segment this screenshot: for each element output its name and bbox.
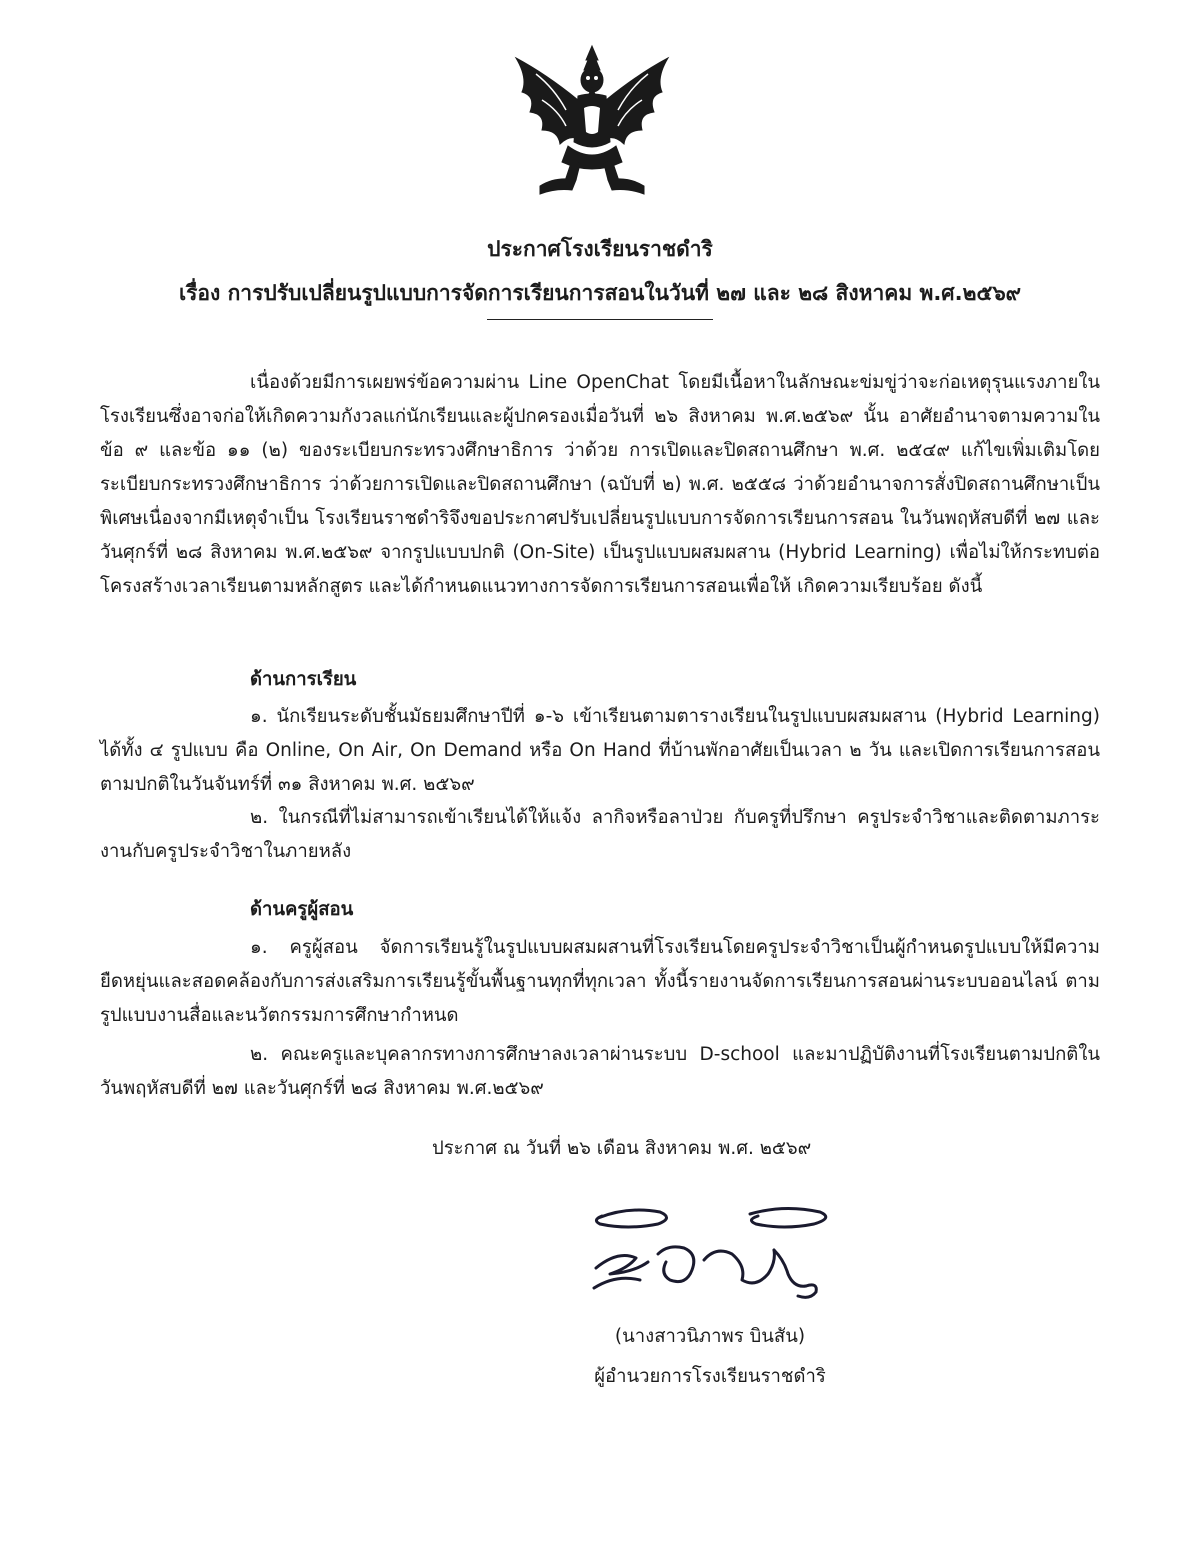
signer-title: ผู้อำนวยการโรงเรียนราชดำริ bbox=[594, 1366, 826, 1387]
learning-item-1: ๑. นักเรียนระดับชั้นมัธยมศึกษาปีที่ ๑-๖ เข้าเรียนตามตารางเรียนในรูปแบบผสมผสาน (Hybrid Learning) ได้ทั้ง ๔ รูปแบบ คือ Online, On Air, On Demand หรือ On Hand ที่บ้านพักอาศัยเป็นเวลา ๒ วัน และเปิดการเรียนการสอนตามปกติในวันจันทร์ที่ ๓๑ สิงหาคม พ.ศ. ๒๕๖๙ bbox=[100, 706, 1100, 795]
handwritten-signature-icon bbox=[588, 1196, 838, 1308]
teacher-item-1: ๑. ครูผู้สอน จัดการเรียนรู้ในรูปแบบผสมผสานที่โรงเรียนโดยครูประจำวิชาเป็นผู้กำหนดรูปแบบให้มีความยืดหยุ่นและสอดคล้องกับการส่งเสริมการเรียนรู้ขั้นพื้นฐานทุกที่ทุกเวลา ทั้งนี้รายงานจัดการเรียนการสอนผ่านระบบออนไลน์ ตามรูปแบบงานสื่อและนวัตกรรมการศึกษากำหนด bbox=[100, 937, 1100, 1026]
announcement-subject: เรื่อง การปรับเปลี่ยนรูปแบบการจัดการเรียนการสอนในวันที่ ๒๗ และ ๒๘ สิงหาคม พ.ศ.๒๕๖๙ bbox=[178, 281, 1022, 305]
section-heading-teacher: ด้านครูผู้สอน bbox=[250, 899, 354, 920]
learning-item-2: ๒. ในกรณีที่ไม่สามารถเข้าเรียนได้ให้แจ้ง ลากิจหรือลาป่วย กับครูที่ปรึกษา ครูประจำวิชาและติดตามภาระงานกับครูประจำวิชาในภายหลัง bbox=[100, 807, 1100, 862]
teacher-item-2: ๒. คณะครูและบุคลากรทางการศึกษาลงเวลาผ่านระบบ D-school และมาปฏิบัติงานที่โรงเรียนตามปกติในวันพฤหัสบดีที่ ๒๗ และวันศุกร์ที่ ๒๘ สิงหาคม พ.ศ.๒๕๖๙ bbox=[100, 1044, 1100, 1099]
intro-paragraph: เนื่องด้วยมีการเผยพร่ข้อความผ่าน Line OpenChat โดยมีเนื้อหาในลักษณะข่มขู่ว่าจะก่อเหตุรุนแรงภายในโรงเรียนซึ่งอาจก่อให้เกิดความกังวลแก่นักเรียนและผู้ปกครองเมื่อวันที่ ๒๖ สิงหาคม พ.ศ.๒๕๖๙ นั้น อาศัยอำนาจตามความในข้อ ๙ และข้อ ๑๑ (๒) ของระเบียบกระทรวงศึกษาธิการ ว่าด้วย การเปิดและปิดสถานศึกษา พ.ศ. ๒๕๔๙ แก้ไขเพิ่มเติมโดยระเบียบกระทรวงศึกษาธิการ ว่าด้วยการเปิดและปิดสถานศึกษา (ฉบับที่ ๒) พ.ศ. ๒๕๕๘ ว่าด้วยอำนาจการสั่งปิดสถานศึกษาเป็นพิเศษเนื่องจากมีเหตุจำเป็น โรงเรียนราชดำริจึงขอประกาศปรับเปลี่ยนรูปแบบการจัดการเรียนการสอน ในวันพฤหัสบดีที่ ๒๗ และวันศุกร์ที่ ๒๘ สิงหาคม พ.ศ.๒๕๖๙ จากรูปแบบปกติ (On-Site) เป็นรูปแบบผสมผสาน (Hybrid Learning) เพื่อไม่ให้กระทบต่อโครงสร้างเวลาเรียนตามหลักสูตร และได้กำหนดแนวทางการจัดการเรียนการสอนเพื่อให้ เกิดความเรียบร้อย ดังนี้ bbox=[100, 372, 1100, 597]
section-heading-learning: ด้านการเรียน bbox=[250, 669, 357, 690]
title-underline bbox=[487, 319, 713, 320]
garuda-emblem-icon bbox=[506, 44, 678, 204]
announcement-date: ประกาศ ณ วันที่ ๒๖ เดือน สิงหาคม พ.ศ. ๒๕๖๙ bbox=[432, 1138, 812, 1159]
announcement-title: ประกาศโรงเรียนราชดำริ bbox=[487, 237, 713, 261]
signer-name: (นางสาวนิภาพร บินสัน) bbox=[614, 1326, 806, 1347]
